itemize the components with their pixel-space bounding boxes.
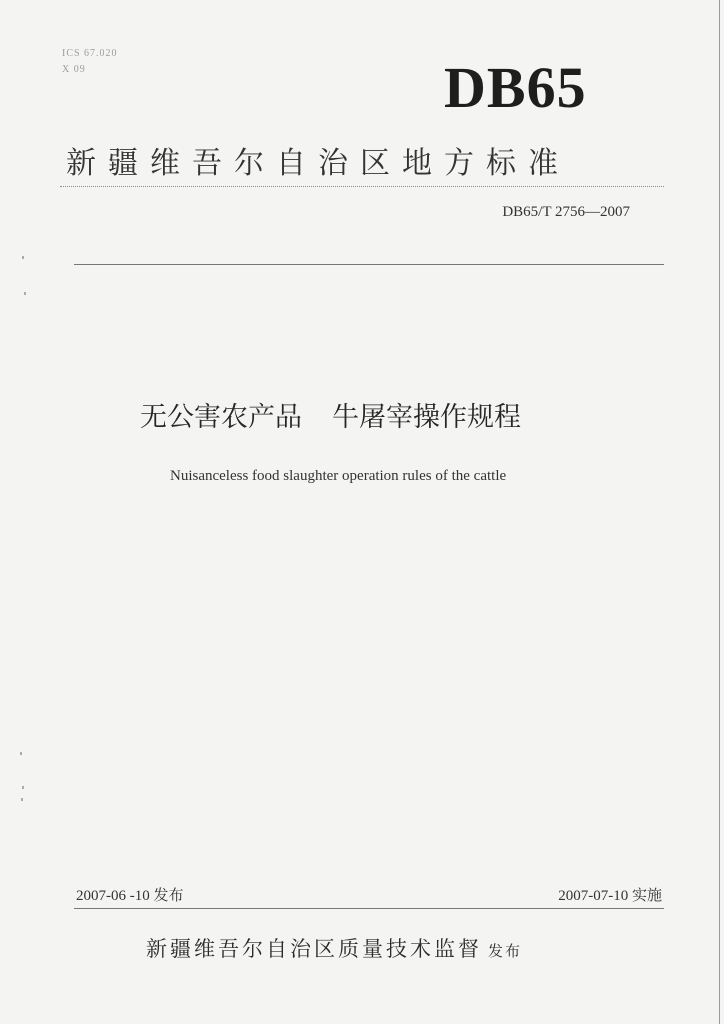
scan-speck [22, 786, 24, 789]
standard-code-logo: DB65 [444, 55, 587, 120]
ics-code: ICS 67.020 [62, 48, 118, 59]
page-edge [719, 0, 720, 1024]
scan-speck [24, 292, 26, 295]
document-title-en: Nuisanceless food slaughter operation rules of the cattle [170, 468, 507, 484]
scan-speck [22, 256, 24, 259]
scan-speck [20, 752, 22, 755]
title-cn-part1: 无公害农产品 [140, 402, 302, 433]
issue-date: 2007-06 -10 发布 [76, 888, 184, 904]
header-divider [60, 186, 664, 187]
footer-divider [74, 908, 664, 909]
scan-speck [21, 798, 23, 801]
title-divider [74, 264, 664, 265]
standard-type-heading: 新疆维吾尔自治区地方标准 [66, 146, 570, 181]
standard-number: DB65/T 2756—2007 [502, 204, 630, 220]
implementation-date: 2007-07-10 实施 [558, 888, 662, 904]
issuer-name: 新疆维吾尔自治区质量技术监督 [146, 937, 482, 961]
document-title-cn [140, 398, 521, 438]
classification-codes [62, 46, 118, 78]
issuing-authority [146, 934, 522, 966]
ccs-code: X 09 [62, 64, 86, 75]
title-cn-part2: 牛屠宰操作规程 [332, 402, 521, 433]
issue-word: 发布 [488, 942, 523, 960]
